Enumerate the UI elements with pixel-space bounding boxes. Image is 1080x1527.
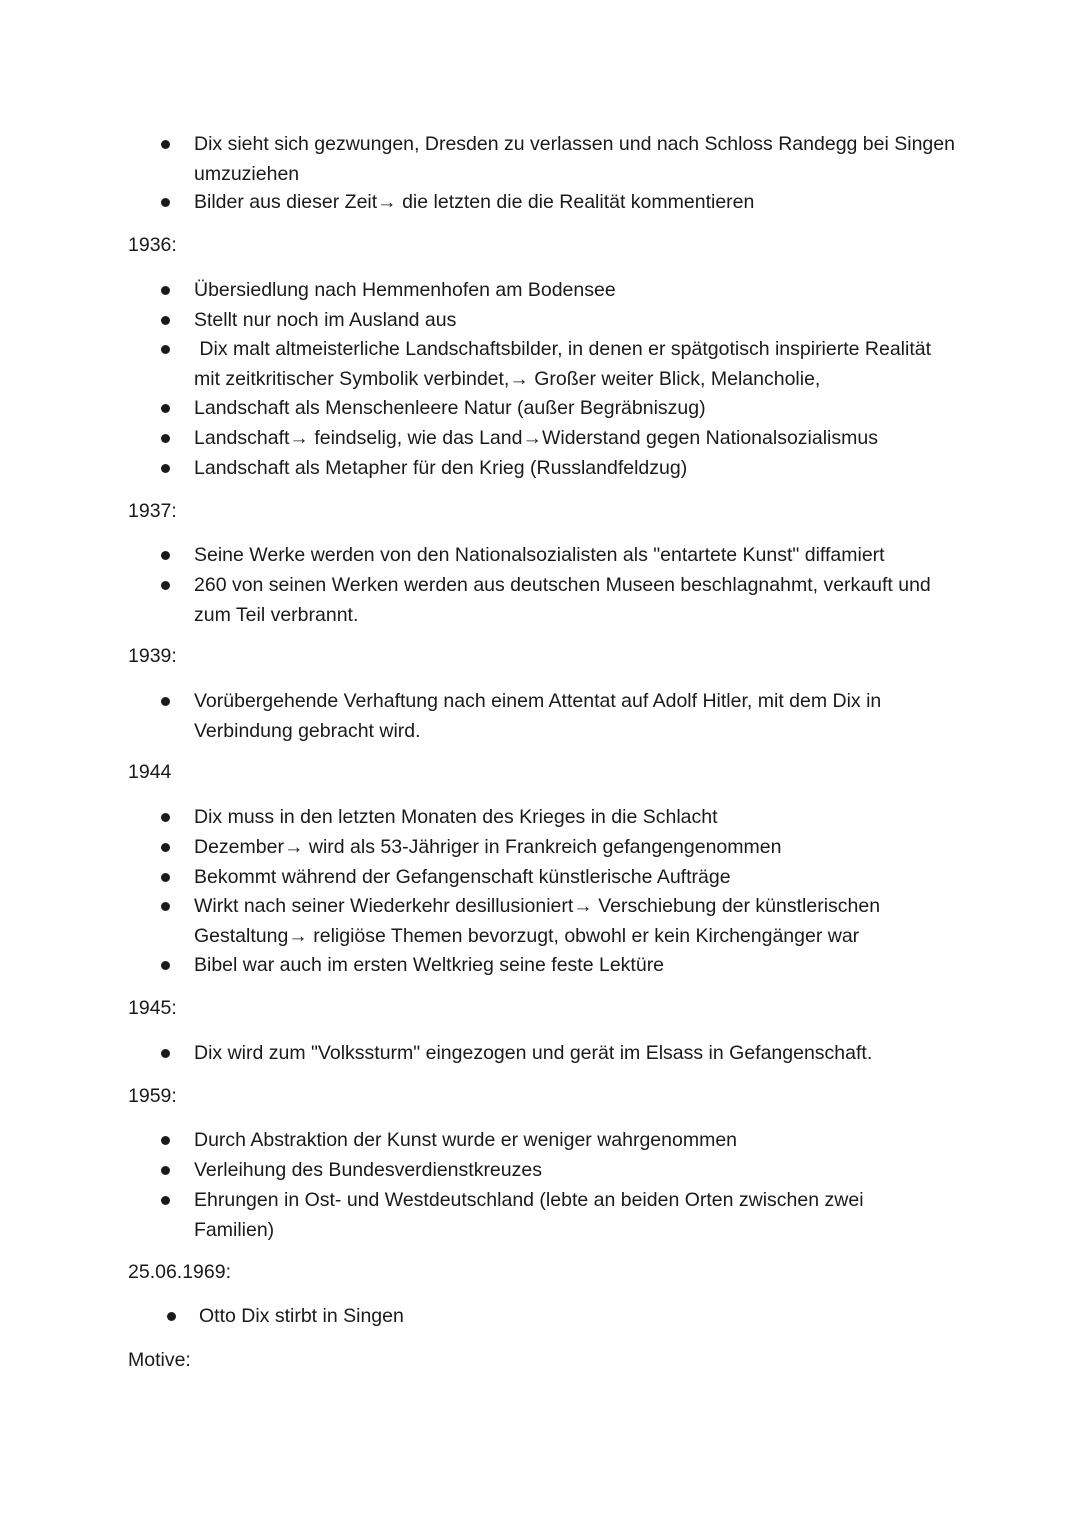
bullet-dot-icon — [161, 873, 170, 882]
bullet-text — [194, 1126, 964, 1156]
bullet-dot-icon — [161, 902, 170, 911]
bullet-line: Verleihung des Bundesverdienstkreuzes — [194, 1159, 542, 1181]
bullet-dot-icon — [167, 1312, 176, 1321]
bullet-dot-icon — [161, 581, 170, 590]
bullet-line: Dix muss in den letzten Monaten des Krieges in die Schlacht — [194, 806, 718, 828]
bullet-dot-icon — [161, 961, 170, 970]
bullet-line: Gestaltung→ religiöse Themen bevorzugt, obwohl er kein Kirchengänger war — [194, 924, 860, 947]
bullet-line: Ehrungen in Ost- und Westdeutschland (lebte an beiden Orten zwischen zwei — [194, 1189, 864, 1211]
bullet-dot-icon — [161, 140, 170, 149]
bullet-dot-icon — [161, 345, 170, 354]
bullet-line: zum Teil verbrannt. — [194, 603, 359, 626]
section-heading: Motive: — [128, 1349, 191, 1371]
bullet-text — [199, 1302, 969, 1332]
section-heading: 1959: — [128, 1085, 177, 1107]
bullet-line: Bibel war auch im ersten Weltkrieg seine feste Lektüre — [194, 954, 665, 976]
bullet-line: Otto Dix stirbt in Singen — [199, 1305, 404, 1327]
bullet-text — [194, 276, 964, 306]
bullet-dot-icon — [161, 404, 170, 413]
bullet-text — [194, 833, 964, 863]
bullet-text — [194, 951, 964, 981]
bullet-dot-icon — [161, 1136, 170, 1145]
section-heading: 1937: — [128, 500, 177, 522]
bullet-line: umzuziehen — [194, 162, 300, 185]
bullet-text — [194, 335, 964, 394]
bullet-text — [194, 803, 964, 833]
bullet-dot-icon — [161, 697, 170, 706]
bullet-dot-icon — [161, 316, 170, 325]
bullet-line: Dix malt altmeisterliche Landschaftsbilder, in denen er spätgotisch inspirierte Realität — [194, 338, 932, 360]
bullet-dot-icon — [161, 813, 170, 822]
bullet-dot-icon — [161, 551, 170, 560]
bullet-line: Dix sieht sich gezwungen, Dresden zu verlassen und nach Schloss Randegg bei Singen — [194, 133, 955, 155]
bullet-line: Familien) — [194, 1218, 275, 1241]
bullet-text — [194, 571, 964, 630]
bullet-line: Dix wird zum "Volkssturm" eingezogen und gerät im Elsass in Gefangenschaft. — [194, 1042, 873, 1064]
bullet-line: Stellt nur noch im Ausland aus — [194, 309, 457, 331]
bullet-line: mit zeitkritischer Symbolik verbindet,→ Großer weiter Blick, Melancholie, — [194, 367, 821, 390]
bullet-line: Wirkt nach seiner Wiederkehr desillusioniert→ Verschiebung der künstlerischen — [194, 895, 881, 917]
bullet-line: Vorübergehende Verhaftung nach einem Attentat auf Adolf Hitler, mit dem Dix in — [194, 690, 882, 712]
bullet-text — [194, 306, 964, 336]
bullet-dot-icon — [161, 1166, 170, 1175]
bullet-dot-icon — [161, 843, 170, 852]
bullet-line: Bilder aus dieser Zeit→ die letzten die die Realität kommentieren — [194, 191, 755, 213]
bullet-line: Landschaft als Menschenleere Natur (außer Begräbniszug) — [194, 397, 706, 419]
bullet-dot-icon — [161, 286, 170, 295]
bullet-text — [194, 1156, 964, 1186]
section-heading: 1936: — [128, 234, 177, 256]
section-heading: 1939: — [128, 645, 177, 667]
bullet-line: Durch Abstraktion der Kunst wurde er weniger wahrgenommen — [194, 1129, 738, 1151]
bullet-text — [194, 892, 964, 951]
bullet-text — [194, 188, 964, 218]
section-heading: 1944 — [128, 761, 172, 783]
bullet-text — [194, 687, 964, 746]
bullet-dot-icon — [161, 198, 170, 207]
bullet-dot-icon — [161, 434, 170, 443]
section-heading: 25.06.1969: — [128, 1261, 232, 1283]
bullet-line: Landschaft→ feindselig, wie das Land→Widerstand gegen Nationalsozialismus — [194, 427, 878, 449]
bullet-text — [194, 1039, 964, 1069]
bullet-line: Verbindung gebracht wird. — [194, 719, 421, 742]
bullet-text — [194, 130, 964, 189]
bullet-line: Landschaft als Metapher für den Krieg (Russlandfeldzug) — [194, 457, 688, 479]
bullet-text — [194, 394, 964, 424]
bullet-dot-icon — [161, 464, 170, 473]
section-heading: 1945: — [128, 997, 177, 1019]
bullet-dot-icon — [161, 1049, 170, 1058]
bullet-dot-icon — [161, 1196, 170, 1205]
bullet-text — [194, 863, 964, 893]
bullet-line: Bekommt während der Gefangenschaft künstlerische Aufträge — [194, 866, 731, 888]
bullet-text — [194, 1186, 964, 1245]
bullet-line: Seine Werke werden von den Nationalsozialisten als "entartete Kunst" diffamiert — [194, 544, 885, 566]
bullet-line: 260 von seinen Werken werden aus deutschen Museen beschlagnahmt, verkauft und — [194, 574, 931, 596]
bullet-text — [194, 454, 964, 484]
bullet-text — [194, 541, 964, 571]
bullet-text — [194, 424, 964, 454]
bullet-line: Übersiedlung nach Hemmenhofen am Bodensee — [194, 279, 616, 301]
bullet-line: Dezember→ wird als 53-Jähriger in Frankreich gefangengenommen — [194, 836, 782, 858]
